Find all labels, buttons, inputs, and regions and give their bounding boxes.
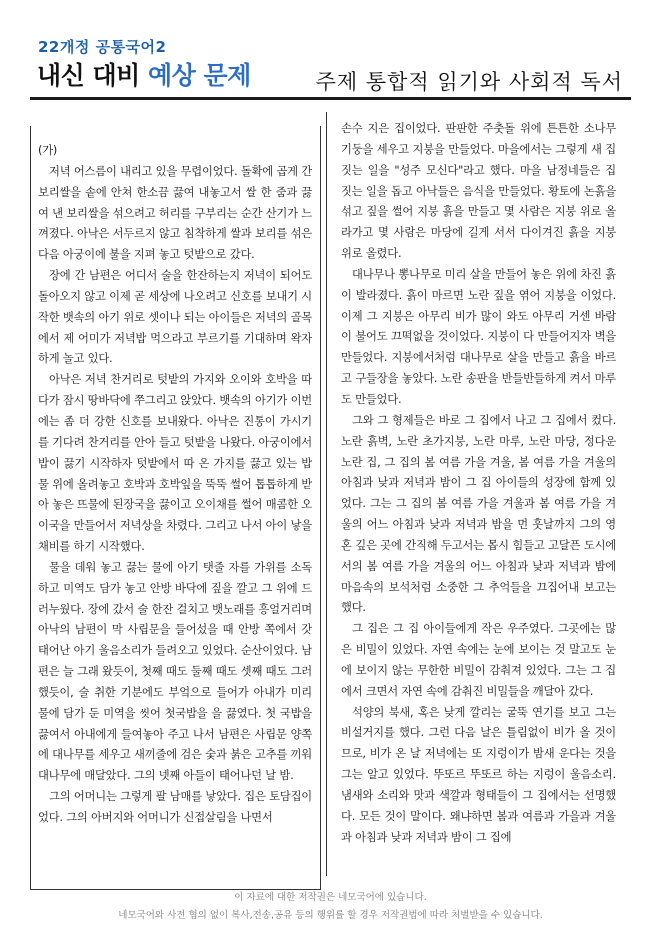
paragraph: 그의 어머니는 그렇게 팔 남매를 낳았다. 집은 토담집이었다. 그의 아버지와 어머니가 신접살림을 나면서 bbox=[38, 790, 312, 824]
title-part-2: 예상 문제 bbox=[148, 61, 251, 90]
passage-label: (가) bbox=[38, 144, 58, 157]
passage-box-top bbox=[30, 126, 321, 127]
paragraph: 그와 그 형제들은 바로 그 집에서 나고 그 집에서 컸다. 노란 흙벽, 노란 초가지붕, 노란 마루, 노란 마당, 정다운 노란 집, 그 집의 봄 여름 가을 겨울, 봄 여름 가을 겨울의 아침과 낮과 저녁과 밤이 그 집 아이들의 성장에 함께 있었다. 그는 그 집의 봄 여름 가을 겨울과 봄 여름 가을 겨울의 어느 아침과 낮과 저녁과 밤을 먼 훗날까지 그의 영혼 깊은 곳에 간직해 두고서는 몹시 힘들고 고달픈 도시에서의 봄 여름 가을 겨울의 어느 아침과 낮과 저녁과 밤에 마음속의 보석처럼 소중한 그 추억들을 끄집어내 보고는 했다. bbox=[341, 413, 616, 615]
paragraph: 아낙은 저녁 찬거리로 텃밭의 가지와 오이와 호박을 따다가 잠시 땅바닥에 쭈그리고 앉았다. 뱃속의 아기가 이번에는 좀 더 강한 신호를 보내왔다. 아낙은 진통이 가시기를 기다려 찬거리를 안아 들고 텃밭을 나왔다. 아궁이에서 밥이 끓기 시작하자 텃밭에서 따 온 가지를 끓고 있는 밥물 위에 올려놓고 호박과 호박잎을 뚝뚝 썰어 톱톱하게 받아 놓은 뜨물에 된장국을 끓이고 오이채를 썰어 매콤한 오이국을 만들어서 저녁상을 차렸다. 그리고 나서 아이 낳을 채비를 하기 시작했다. bbox=[38, 373, 312, 554]
passage-column-right bbox=[341, 119, 616, 874]
series-label: 22개정 공통국어2 bbox=[38, 38, 167, 56]
page-title bbox=[37, 56, 251, 92]
paragraph: 대나무나 뽕나무로 미리 살을 만들어 놓은 위에 차진 흙이 발라졌다. 흙이 마르면 노란 짚을 엮어 지붕을 이었다. 이제 그 지붕은 아무리 비가 많이 와도 아무리 거센 바람이 불어도 끄떡없을 것이었다. 지붕이 다 만들어지자 벽을 만들었다. 지붕에서처럼 대나무로 살을 만들고 흙을 바르고 구들장을 놓았다. 노란 송판을 반들반들하게 켜서 마루도 만들었다. bbox=[341, 267, 616, 406]
copyright-footer bbox=[0, 889, 661, 925]
topic-title: 주제 통합적 읽기와 사회적 독서 bbox=[315, 70, 623, 94]
column-divider bbox=[326, 112, 327, 876]
title-part-1: 내신 대비 bbox=[37, 61, 149, 90]
page-header bbox=[0, 0, 661, 110]
paragraph: 석양의 북새, 혹은 낮게 깔리는 굴뚝 연기를 보고 그는 비설거지를 했다. 그런 다음 날은 틀림없이 비가 올 것이므로, 비가 온 날 저녁에는 또 지렁이가 밤새 운다는 것을 그는 알고 있었다. 뚜또르 뚜또르 하는 지렁이 울음소리. 냄새와 소리와 맛과 색깔과 형태들이 그 집에서는 선명했다. 모든 것이 말이다. 왜냐하면 봄과 여름과 가을과 겨울과 아침과 낮과 저녁과 밤이 그 집에 bbox=[341, 705, 616, 844]
paragraph: 장에 간 남편은 어디서 술을 한잔하는지 저녁이 되어도 돌아오지 않고 이제 곧 세상에 나오려고 신호를 보내기 시작한 뱃속의 아기 위로 셋이나 되는 아이들은 저녁의 골목에서 제 어미가 저녁밥 먹으라고 부르기를 기대하며 왁자하게 놀고 있다. bbox=[38, 269, 312, 366]
copyright-line-2: 네모국어와 사전 협의 없이 복사,전송,공유 등의 행위를 할 경우 저작권법에 따라 처벌받을 수 있습니다. bbox=[118, 910, 543, 921]
passage-column-left bbox=[30, 126, 321, 890]
paragraph: 물을 데워 놓고 끓는 물에 아기 탯줄 자를 가위를 소독하고 미역도 담가 놓고 안방 바닥에 짚을 깔고 그 위에 드러누웠다. 장에 갔서 술 한잔 걸치고 뱃노래를 흥얼거리며 아낙의 남편이 막 사립문을 들어섰을 때 안방 쪽에서 갓 태어난 아기 울음소리가 들려오고 있었다. 순산이었다. 남편은 늘 그래 왔듯이, 첫째 때도 둘째 때도 셋째 때도 그러했듯이, 술 취한 기분에도 부엌으로 들어가 아내가 미리 물에 담가 둔 미역을 씻어 첫국밥을 을 끓였다. 첫 국밥을 끓여서 아내에게 들여놓아 주고 나서 남편은 사립문 양쪽에 대나무를 세우고 새끼줄에 검은 숯과 붉은 고추를 끼워 대나무에 매달았다. 그의 넷째 아들이 태어나던 날 밤. bbox=[38, 560, 312, 783]
copyright-line-1: 이 자료에 대한 저작권은 네모국어에 있습니다. bbox=[234, 892, 427, 903]
header-rule bbox=[30, 97, 631, 100]
paragraph: 저녁 어스름이 내리고 있을 무렵이었다. 돌확에 곱게 간 보리쌀을 솥에 안쳐 한소끔 끓여 내놓고서 쌀 한 줌과 끓여 낸 보리쌀을 섞으려고 허리를 구부리는 순간 산기가 느껴졌다. 아낙은 서두르지 않고 침착하게 쌀과 보리를 섞은 다음 아궁이에 불을 지펴 놓고 텃밭으로 갔다. bbox=[38, 164, 312, 262]
paragraph: 손수 지은 집이었다. 판판한 주춧돌 위에 튼튼한 소나무 기둥을 세우고 지붕을 만들었다. 마을에서는 그렇게 새 집 짓는 일을 "성주 모신다"라고 했다. 마을 남정네들은 집 짓는 일을 돕고 아낙들은 음식을 만들었다. 황토에 논흙을 섞고 짚을 썰어 지붕 흙을 만들고 몇 사람은 지붕 위로 올라가고 몇 사람은 마당에 길게 서서 다이겨진 흙을 지붕 위로 올렸다. bbox=[341, 122, 616, 261]
paragraph: 그 집은 그 집 아이들에게 작은 우주였다. 그곳에는 많은 비밀이 있었다. 자연 속에는 눈에 보이는 것 말고도 눈에 보이지 않는 무한한 비밀이 감춰져 있었다. 그는 그 집에서 크면서 자연 속에 감춰진 비밀들을 깨달아 갔다. bbox=[341, 622, 616, 698]
